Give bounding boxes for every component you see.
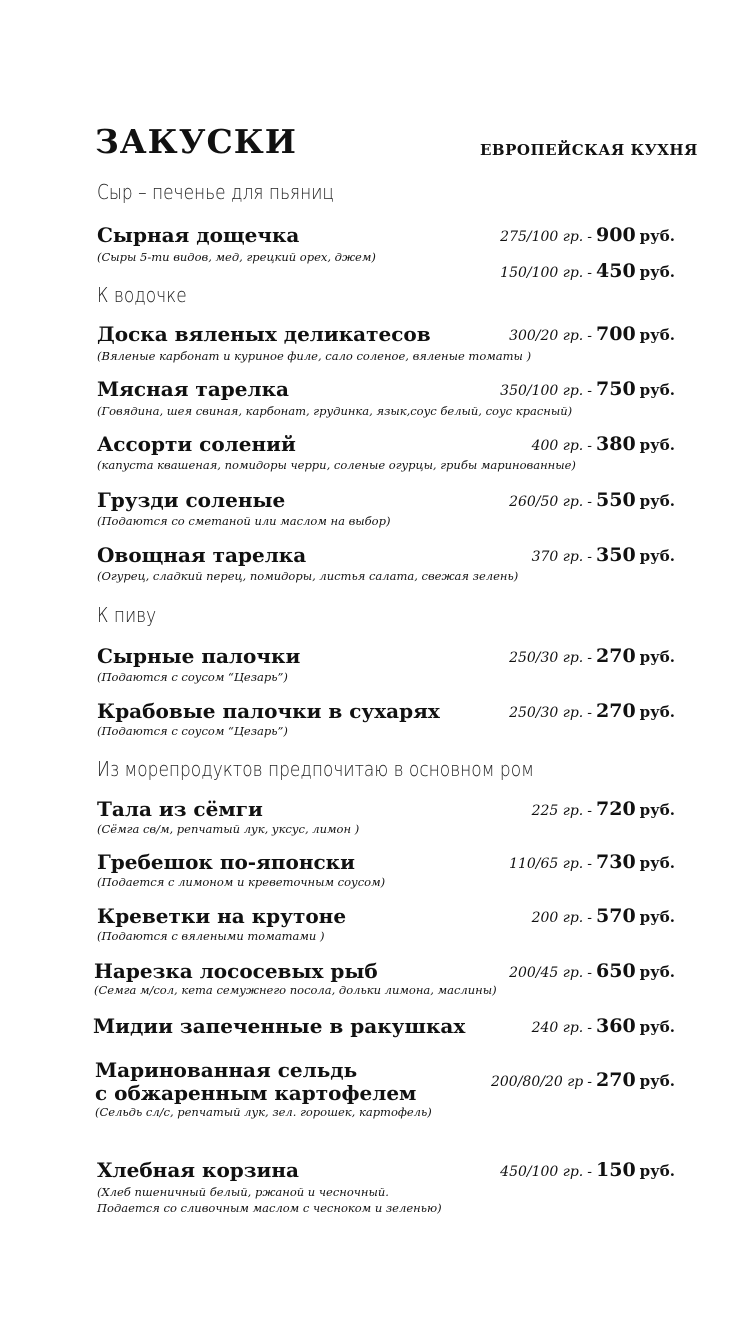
item-weight: 275/100 гр. xyxy=(500,229,584,245)
currency: руб. xyxy=(639,1072,675,1090)
dash: - xyxy=(587,229,592,245)
item-description: (Подаются с соусом “Цезарь”) xyxy=(97,724,288,738)
dash: - xyxy=(587,650,592,666)
dash: - xyxy=(587,1074,592,1090)
item-price: 270 xyxy=(596,645,636,667)
section-heading-cheese: Сыр – печенье для пьяниц xyxy=(97,180,334,204)
item-price: 700 xyxy=(596,323,636,345)
item-weight: 200/45 гр. xyxy=(509,965,584,981)
item-description: (Сёмга св/м, репчатый лук, уксус, лимон ) xyxy=(97,822,360,836)
item-name: Креветки на крутоне xyxy=(97,904,347,928)
item-weight: 200/80/20 гр xyxy=(490,1074,584,1090)
item-name: Сырные палочки xyxy=(97,644,301,668)
currency: руб. xyxy=(639,908,675,926)
item-price-line xyxy=(532,798,675,820)
item-name-line2: с обжаренным картофелем xyxy=(95,1081,417,1105)
item-price-line xyxy=(500,260,675,282)
item-weight: 225 гр. xyxy=(531,803,584,819)
currency: руб. xyxy=(639,801,675,819)
item-price-line xyxy=(509,489,675,511)
item-weight: 300/20 гр. xyxy=(509,328,584,344)
currency: руб. xyxy=(639,963,675,981)
item-description-line2: Подается со сливочным маслом с чесноком и зеленью) xyxy=(97,1201,442,1215)
dash: - xyxy=(587,910,592,926)
item-description: (Сельдь сл/с, репчатый лук, зел. горошек, картофель) xyxy=(95,1105,432,1119)
item-price: 900 xyxy=(596,224,636,246)
dash: - xyxy=(587,965,592,981)
item-price: 350 xyxy=(596,544,636,566)
currency: руб. xyxy=(639,547,675,565)
item-price-line xyxy=(491,1069,675,1091)
item-price: 750 xyxy=(596,378,636,400)
item-weight: 400 гр. xyxy=(531,438,584,454)
item-description: (капуста квашеная, помидоры черри, соленые огурцы, грибы маринованные) xyxy=(97,458,576,472)
currency: руб. xyxy=(639,263,675,281)
dash: - xyxy=(587,265,592,281)
item-price-line xyxy=(532,544,675,566)
currency: руб. xyxy=(639,492,675,510)
item-name: Ассорти солений xyxy=(97,432,296,456)
item-price-line xyxy=(500,1159,675,1181)
item-price: 360 xyxy=(596,1015,636,1037)
item-name: Гребешок по-японски xyxy=(97,850,355,874)
item-price: 570 xyxy=(596,905,636,927)
currency: руб. xyxy=(639,1018,675,1036)
item-price: 270 xyxy=(596,1069,636,1091)
item-name: Сырная дощечка xyxy=(97,223,300,247)
item-price: 150 xyxy=(596,1159,636,1181)
item-description: (Сыры 5-ти видов, мед, грецкий орех, джем) xyxy=(97,250,376,264)
currency: руб. xyxy=(639,381,675,399)
item-name-line1: Маринованная сельдь xyxy=(95,1058,358,1082)
item-description-line1: (Хлеб пшеничный белый, ржаной и чесночный. xyxy=(97,1185,389,1199)
item-weight: 350/100 гр. xyxy=(500,383,584,399)
item-name: Овощная тарелка xyxy=(97,543,307,567)
item-price-line xyxy=(509,700,675,722)
item-weight: 150/100 гр. xyxy=(500,265,584,281)
item-price-line xyxy=(509,323,675,345)
currency: руб. xyxy=(639,326,675,344)
item-weight: 260/50 гр. xyxy=(509,494,584,510)
item-weight: 200 гр. xyxy=(531,910,584,926)
item-price-line xyxy=(500,224,675,246)
item-price-line xyxy=(532,905,675,927)
currency: руб. xyxy=(639,854,675,872)
dash: - xyxy=(587,1164,592,1180)
dash: - xyxy=(587,803,592,819)
item-price-line xyxy=(509,960,675,982)
item-description: (Вяленые карбонат и куриное филе, сало соленое, вяленые томаты ) xyxy=(97,349,532,363)
dash: - xyxy=(587,856,592,872)
item-description: (Семга м/сол, кета семужнего посола, дольки лимона, маслины) xyxy=(94,983,497,997)
item-name: Мидии запеченные в ракушках xyxy=(93,1014,466,1038)
currency: руб. xyxy=(639,703,675,721)
dash: - xyxy=(587,549,592,565)
item-price-line xyxy=(532,1015,675,1037)
item-price-line xyxy=(532,433,675,455)
item-description: (Говядина, шея свиная, карбонат, грудинка, язык,соус белый, соус красный) xyxy=(97,404,573,418)
item-price: 270 xyxy=(596,700,636,722)
item-name: Крабовые палочки в сухарях xyxy=(97,699,440,723)
currency: руб. xyxy=(639,1162,675,1180)
dash: - xyxy=(587,1020,592,1036)
item-weight: 250/30 гр. xyxy=(509,705,584,721)
item-description: (Подается с лимоном и креветочным соусом) xyxy=(97,875,386,889)
item-name: Тала из сёмги xyxy=(97,797,263,821)
item-price-line xyxy=(509,645,675,667)
section-heading-vodka: К водочке xyxy=(97,283,187,307)
item-weight: 250/30 гр. xyxy=(509,650,584,666)
item-name: Доска вяленых деликатесов xyxy=(97,322,431,346)
item-description: (Подаются с вялеными томатами ) xyxy=(97,929,325,943)
currency: руб. xyxy=(639,648,675,666)
item-price: 450 xyxy=(596,260,636,282)
item-name: Хлебная корзина xyxy=(97,1158,299,1182)
item-name: Мясная тарелка xyxy=(97,377,289,401)
section-heading-beer: К пиву xyxy=(97,603,157,627)
section-heading-seafood: Из морепродуктов предпочитаю в основном ром xyxy=(97,757,534,781)
dash: - xyxy=(587,494,592,510)
item-description: (Подаются с соусом “Цезарь”) xyxy=(97,670,288,684)
item-weight: 240 гр. xyxy=(531,1020,584,1036)
cuisine-label: ЕВРОПЕЙСКАЯ КУХНЯ xyxy=(480,141,698,159)
item-price: 650 xyxy=(596,960,636,982)
item-weight: 450/100 гр. xyxy=(500,1164,584,1180)
dash: - xyxy=(587,438,592,454)
item-name: Нарезка лососевых рыб xyxy=(94,959,378,983)
item-price: 550 xyxy=(596,489,636,511)
item-description: (Огурец, сладкий перец, помидоры, листья салата, свежая зелень) xyxy=(97,569,519,583)
item-description: (Подаются со сметаной или маслом на выбор) xyxy=(97,514,391,528)
item-price: 720 xyxy=(596,798,636,820)
item-price: 730 xyxy=(596,851,636,873)
item-price-line xyxy=(500,378,675,400)
item-price: 380 xyxy=(596,433,636,455)
page-title: ЗАКУСКИ xyxy=(95,122,297,161)
item-price-line xyxy=(509,851,675,873)
dash: - xyxy=(587,705,592,721)
dash: - xyxy=(587,383,592,399)
currency: руб. xyxy=(639,227,675,245)
item-name: Грузди соленые xyxy=(97,488,286,512)
item-weight: 370 гр. xyxy=(531,549,584,565)
item-weight: 110/65 гр. xyxy=(509,856,584,872)
currency: руб. xyxy=(639,436,675,454)
dash: - xyxy=(587,328,592,344)
